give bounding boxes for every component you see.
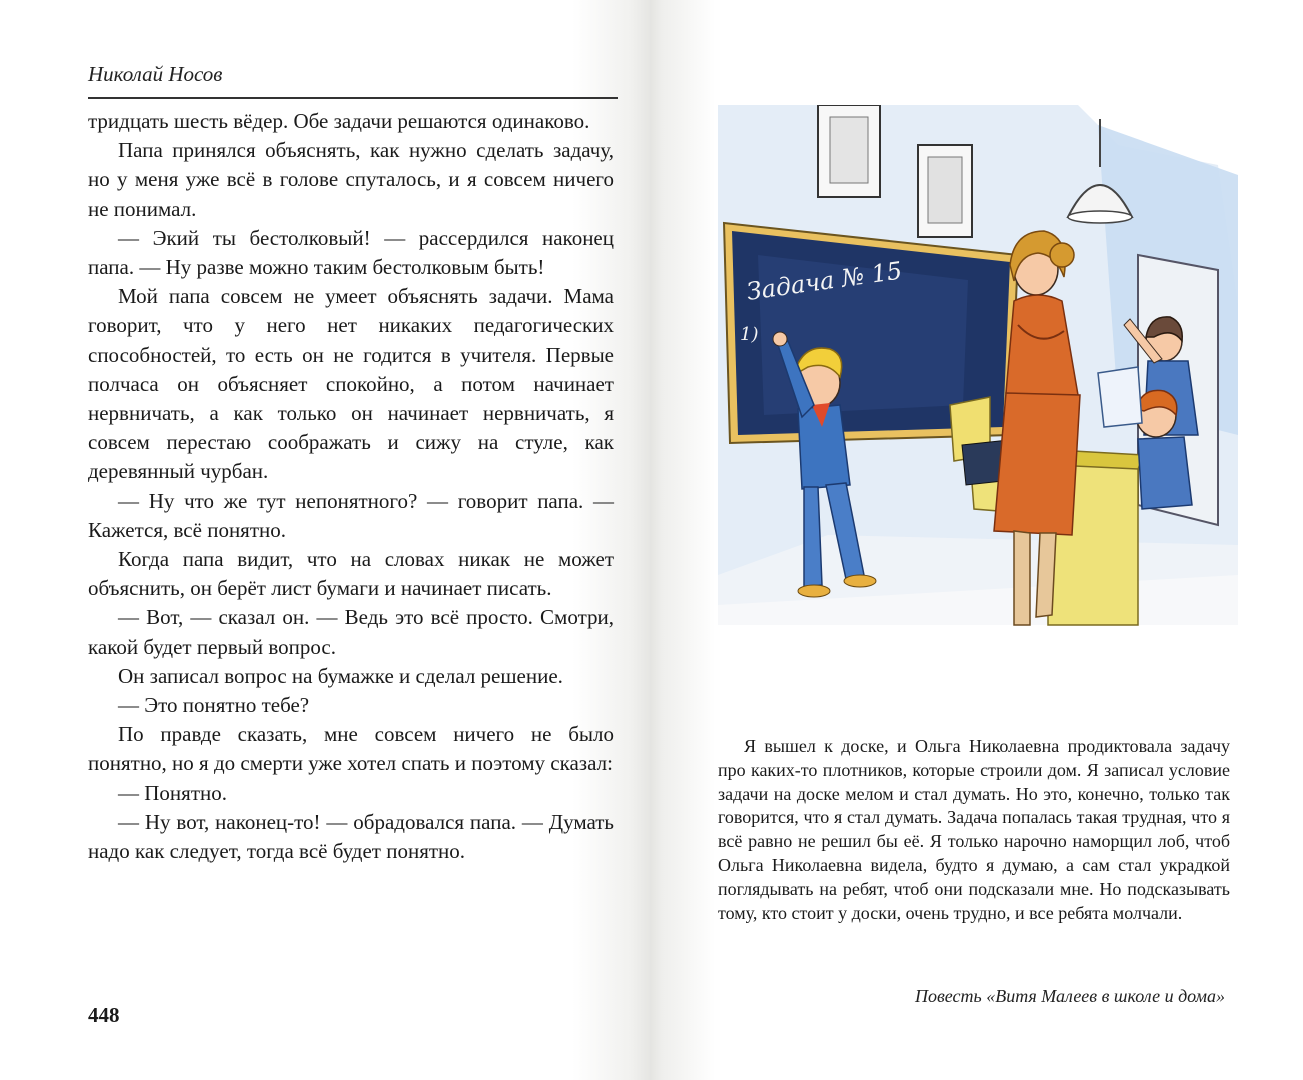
paragraph: — Ну что же тут непонятного? — говорит папа. — Кажется, всё понятно. bbox=[88, 488, 614, 542]
header-rule bbox=[88, 97, 618, 99]
paragraph: Когда папа видит, что на словах никак не может объяснить, он берёт лист бумаги и начинает писать. bbox=[88, 547, 614, 601]
paragraph: По правде сказать, мне совсем ничего не было понятно, но я до смерти уже хотел спать и поэтому сказал: bbox=[88, 722, 614, 776]
paragraph: Мой папа совсем не умеет объяснять задачи. Мама говорит, что у него нет никаких педагогических способностей, то есть он не годится в учителя. Первые полчаса он объясняет спокойно, а потом начинает нервничать, а как только он начинает нервничать, я совсем перестаю соображать и сижу на стуле, как деревянный чурбан. bbox=[88, 284, 614, 484]
left-page bbox=[0, 0, 650, 1080]
left-text-column bbox=[88, 107, 614, 866]
paragraph: — Это понятно тебе? bbox=[118, 693, 310, 718]
paragraph: Я вышел к доске, и Ольга Николаевна продиктовала задачу про каких-то плотников, которые строили дом. Я записал условие задачи на доске мелом и стал думать. Но это, конечно, только так говорится, что я стал думать. Задача попалась такая трудная, что я всё равно не решил бы её. Я только нарочно наморщил лоб, чтоб Ольга Николаевна видела, будто я думаю, а сам стал украдкой поглядывать на ребят, чтоб они подсказали мне. Но подсказывать тому, кто стоит у доски, очень трудно, и все ребята молчали. bbox=[718, 736, 1230, 923]
paragraph: Папа принялся объяснять, как нужно сделать задачу, но у меня уже всё в голове спуталось, и я совсем ничего не понимал. bbox=[88, 138, 614, 221]
right-text-column bbox=[718, 735, 1230, 925]
running-head-author: Николай Носов bbox=[88, 62, 223, 86]
paragraph: Он записал вопрос на бумажке и сделал решение. bbox=[118, 663, 563, 688]
paragraph: — Ну вот, наконец-то! — обрадовался папа. — Думать надо как следует, тогда всё будет понятно. bbox=[88, 809, 614, 864]
paragraph: — Понятно. bbox=[118, 780, 227, 805]
page-number: 448 bbox=[88, 1003, 120, 1027]
story-caption: Повесть «Витя Малеев в школе и дома» bbox=[914, 986, 1225, 1006]
paragraph: — Вот, — сказал он. — Ведь это всё просто. Смотри, какой будет первый вопрос. bbox=[88, 605, 614, 659]
classroom-illustration bbox=[718, 105, 1238, 665]
paragraph: — Экий ты бестолковый! — рассердился наконец папа. — Ну разве можно таким бестолковым быть! bbox=[88, 225, 614, 280]
blackboard-subtext: 1) bbox=[740, 324, 759, 345]
blackboard-text: Задача № 15 bbox=[744, 256, 904, 306]
paragraph: тридцать шесть вёдер. Обе задачи решаются одинаково. bbox=[88, 109, 590, 133]
